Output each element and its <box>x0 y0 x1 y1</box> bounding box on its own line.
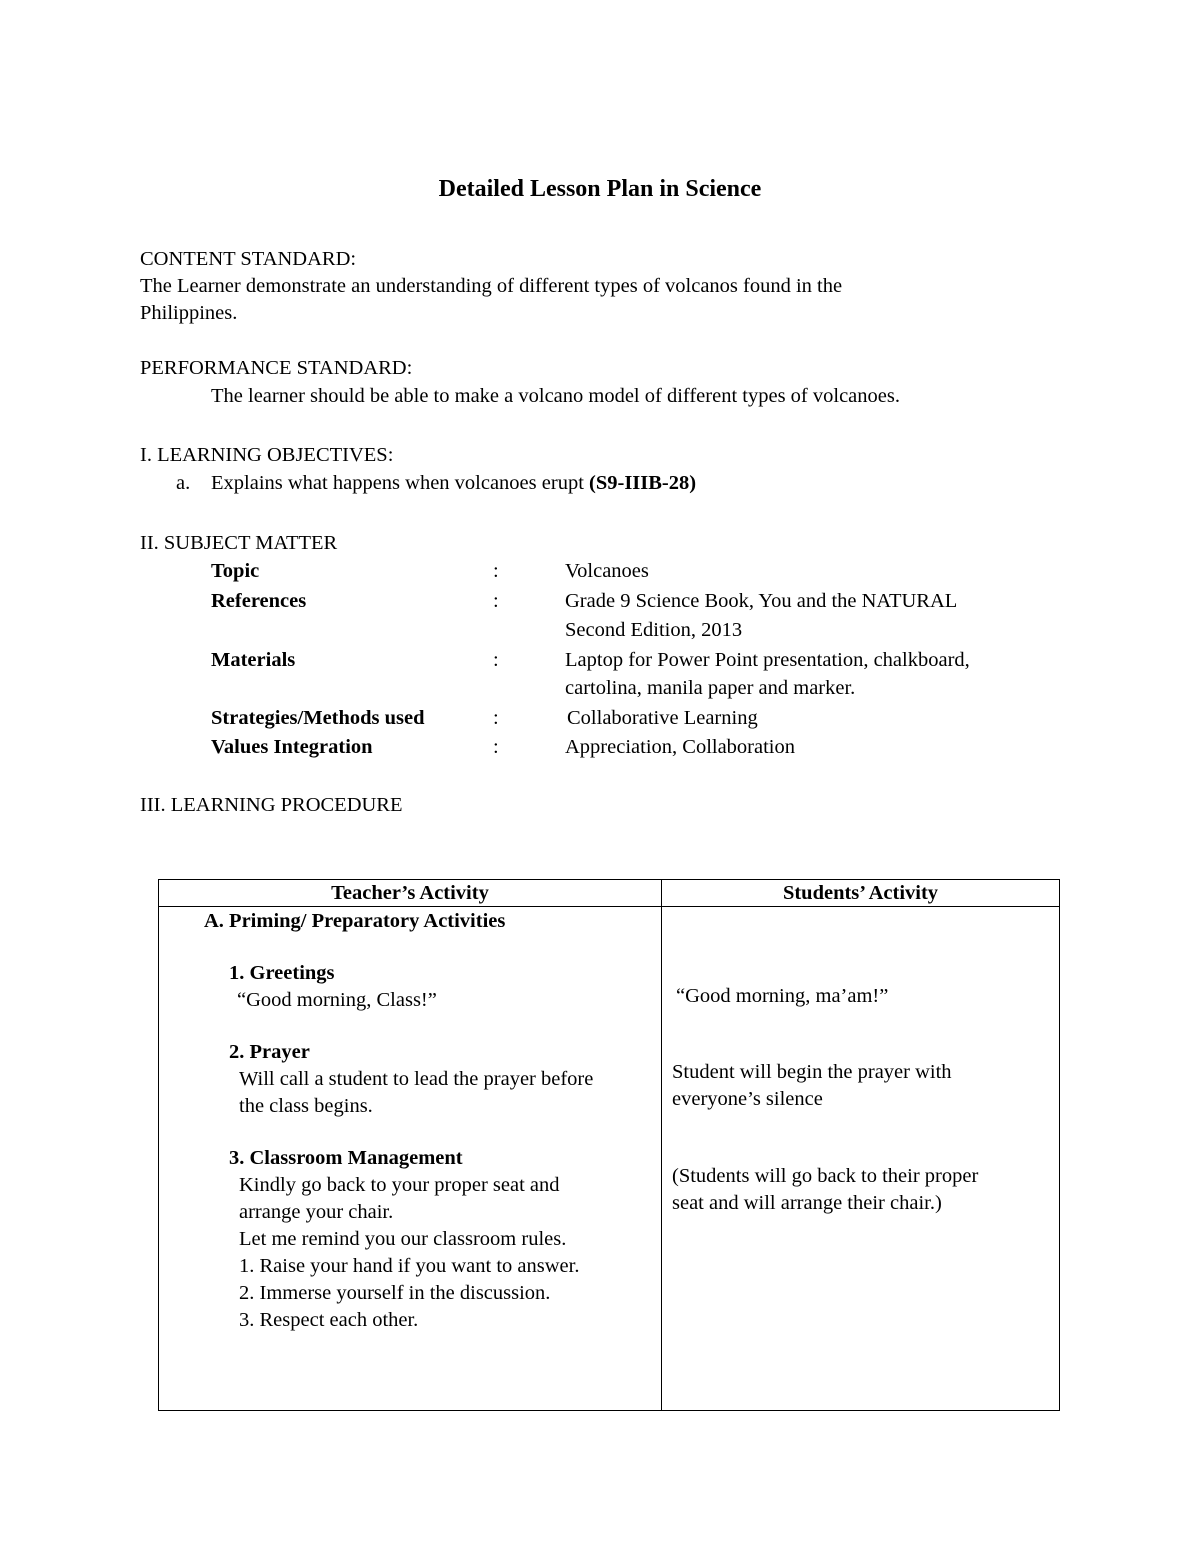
objectives-heading: I. LEARNING OBJECTIVES: <box>140 444 394 466</box>
subject-label-materials: Materials <box>211 649 296 671</box>
subject-label-references: References <box>211 590 307 612</box>
students-activity-cell <box>662 907 1060 1411</box>
subject-value-topic: Volcanoes <box>565 560 649 582</box>
management-student-line-1: (Students will go back to their proper <box>672 1165 979 1187</box>
subject-colon: : <box>493 560 499 582</box>
subject-value-values: Appreciation, Collaboration <box>565 736 795 758</box>
procedure-heading: III. LEARNING PROCEDURE <box>140 794 403 816</box>
subject-value-strategies: Collaborative Learning <box>567 707 758 729</box>
greetings-student-text: “Good morning, ma’am!” <box>676 985 889 1007</box>
performance-standard-heading: PERFORMANCE STANDARD: <box>140 357 413 379</box>
rule-2: 2. Immerse yourself in the discussion. <box>239 1282 551 1304</box>
content-standard-line-1: The Learner demonstrate an understanding of different types of volcanos found in the <box>140 275 843 297</box>
management-heading: 3. Classroom Management <box>229 1147 463 1169</box>
subject-value-references-line-2: Second Edition, 2013 <box>565 619 743 641</box>
students-activity-header: Students’ Activity <box>662 880 1060 907</box>
prayer-student-line-1: Student will begin the prayer with <box>672 1061 952 1083</box>
subject-label-strategies: Strategies/Methods used <box>211 707 425 729</box>
management-teacher-line-2: arrange your chair. <box>239 1201 394 1223</box>
management-teacher-line-3: Let me remind you our classroom rules. <box>239 1228 567 1250</box>
prayer-teacher-line-1: Will call a student to lead the prayer before <box>239 1068 594 1090</box>
subject-label-topic: Topic <box>211 560 260 582</box>
procedure-table-header-row <box>159 880 1060 907</box>
prayer-student-line-2: everyone’s silence <box>672 1088 823 1110</box>
subject-colon: : <box>493 736 499 758</box>
objective-code: (S9-IIIB-28) <box>589 472 697 494</box>
procedure-table <box>158 879 1060 1411</box>
section-priming-heading: A. Priming/ Preparatory Activities <box>204 910 506 932</box>
subject-colon: : <box>493 649 499 671</box>
prayer-teacher-line-2: the class begins. <box>239 1095 373 1117</box>
objective-item <box>211 469 696 497</box>
teacher-activity-header: Teacher’s Activity <box>159 880 662 907</box>
subject-matter-heading: II. SUBJECT MATTER <box>140 532 338 554</box>
rule-1: 1. Raise your hand if you want to answer. <box>239 1255 580 1277</box>
subject-colon: : <box>493 590 499 612</box>
subject-colon: : <box>493 707 499 729</box>
content-standard-heading: CONTENT STANDARD: <box>140 248 357 270</box>
subject-label-values: Values Integration <box>211 736 373 758</box>
management-teacher-line-1: Kindly go back to your proper seat and <box>239 1174 560 1196</box>
prayer-heading: 2. Prayer <box>229 1041 310 1063</box>
greetings-teacher-text: “Good morning, Class!” <box>237 989 437 1011</box>
teacher-activity-cell <box>159 907 662 1411</box>
management-student-line-2: seat and will arrange their chair.) <box>672 1192 942 1214</box>
rule-3: 3. Respect each other. <box>239 1309 419 1331</box>
objective-text: Explains what happens when volcanoes erupt <box>211 472 584 494</box>
subject-value-references-line-1: Grade 9 Science Book, You and the NATURAL <box>565 590 958 612</box>
performance-standard-text: The learner should be able to make a volcano model of different types of volcanoes. <box>211 385 900 407</box>
document-title: Detailed Lesson Plan in Science <box>438 176 762 202</box>
objective-marker: a. <box>176 472 191 494</box>
subject-value-materials-line-2: cartolina, manila paper and marker. <box>565 677 856 699</box>
content-standard-line-2: Philippines. <box>140 302 238 324</box>
subject-value-materials-line-1: Laptop for Power Point presentation, chalkboard, <box>565 649 970 671</box>
greetings-heading: 1. Greetings <box>229 962 335 984</box>
procedure-table-row <box>159 907 1060 1411</box>
